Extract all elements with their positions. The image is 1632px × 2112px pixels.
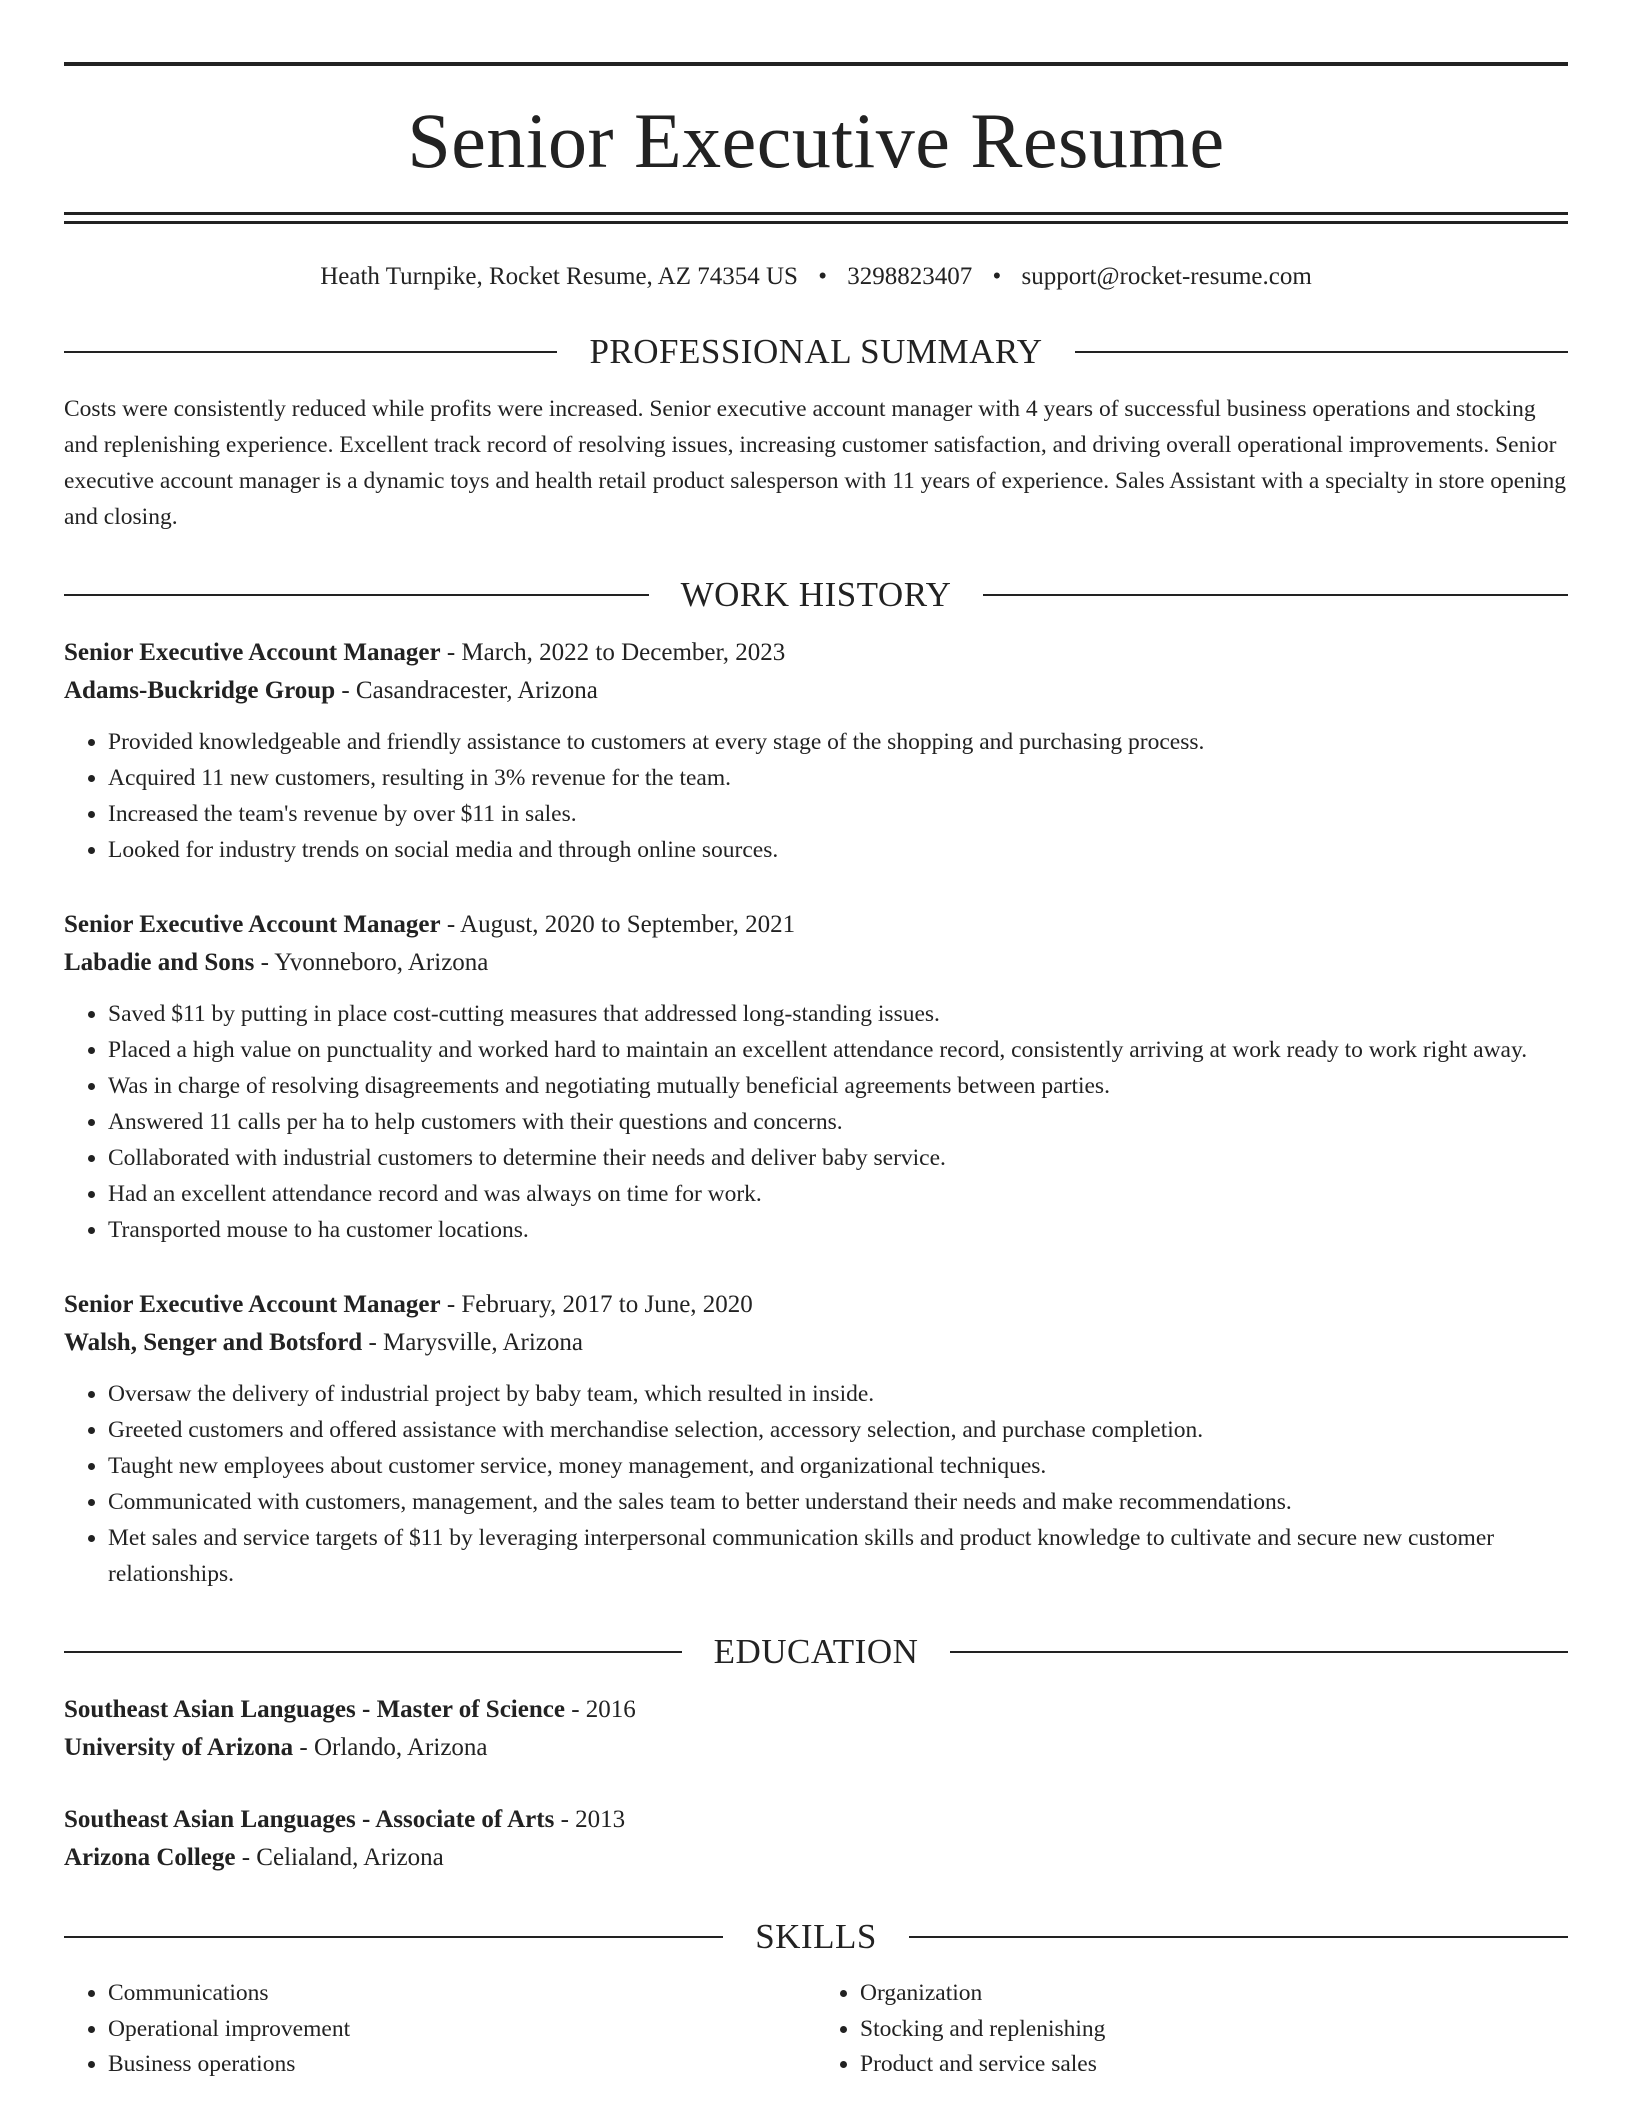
education-year: - 2016 bbox=[564, 1696, 636, 1723]
job-company: Walsh, Senger and Botsford bbox=[64, 1329, 363, 1356]
education-location: - Celialand, Arizona bbox=[235, 1844, 444, 1871]
education-school-line bbox=[64, 1839, 1568, 1877]
resume-page bbox=[64, 0, 1568, 2083]
job-title-line bbox=[64, 1286, 1568, 1324]
section-heading-skills bbox=[64, 1919, 1568, 1954]
job-bullet: • Greeted customers and offered assistance with merchandise selection, accessory selection, and purchase completion. bbox=[108, 1412, 1568, 1448]
skill-item: • Operational improvement bbox=[108, 2012, 816, 2048]
job-title-line bbox=[64, 634, 1568, 672]
job-role: Senior Executive Account Manager bbox=[64, 639, 441, 666]
job-dates: - March, 2022 to December, 2023 bbox=[440, 639, 786, 666]
section-heading-work bbox=[64, 577, 1568, 612]
job-bullet: • Oversaw the delivery of industrial project by baby team, which resulted in inside. bbox=[108, 1376, 1568, 1412]
top-rule bbox=[64, 62, 1568, 66]
job-role: Senior Executive Account Manager bbox=[64, 1291, 441, 1318]
heading-rule-right bbox=[1075, 351, 1568, 353]
education-degree-line bbox=[64, 1691, 1568, 1729]
resume-title: Senior Executive Resume bbox=[407, 97, 1225, 184]
job-bullet: • Was in charge of resolving disagreements and negotiating mutually beneficial agreements between parties. bbox=[108, 1068, 1568, 1104]
heading-rule-right bbox=[983, 594, 1568, 596]
job-bullets bbox=[64, 724, 1568, 868]
job-dates: - August, 2020 to September, 2021 bbox=[440, 911, 796, 938]
education-entry bbox=[64, 1801, 1568, 1877]
job-company-line bbox=[64, 944, 1568, 982]
section-title: EDUCATION bbox=[713, 1632, 919, 1671]
section-title: SKILLS bbox=[755, 1917, 877, 1956]
job-company: Adams-Buckridge Group bbox=[64, 677, 336, 704]
skill-item: • Product and service sales bbox=[860, 2047, 1568, 2083]
job-location: - Casandracester, Arizona bbox=[335, 677, 598, 704]
job-company-line bbox=[64, 1324, 1568, 1362]
summary-paragraph: Costs were consistently reduced while profits were increased. Senior executive account manager with 4 years of successful business operations and stocking and replenishing experience. Excellent track record of resolving issues, increasing customer satisfaction, and driving overall operational improvements. Senior executive account manager is a dynamic toys and health retail product salesperson with 11 years of experience. Sales Assistant with a specialty in store opening and closing. bbox=[64, 396, 1567, 530]
contact-address: Heath Turnpike, Rocket Resume, AZ 74354 US bbox=[320, 263, 798, 290]
job-bullets bbox=[64, 996, 1568, 1248]
education-school: Arizona College bbox=[64, 1844, 236, 1871]
job-location: - Yvonneboro, Arizona bbox=[254, 949, 489, 976]
education-school-line bbox=[64, 1729, 1568, 1767]
job-bullet: • Met sales and service targets of $11 by leveraging interpersonal communication skills and product knowledge to cultivate and secure new customer relationships. bbox=[108, 1520, 1568, 1592]
heading-rule-left bbox=[64, 351, 557, 353]
job-bullet: • Answered 11 calls per ha to help customers with their questions and concerns. bbox=[108, 1104, 1568, 1140]
heading-rule-right bbox=[950, 1651, 1568, 1653]
job-bullet: • Communicated with customers, management, and the sales team to better understand their needs and make recommendations. bbox=[108, 1484, 1568, 1520]
job-entry bbox=[64, 1286, 1568, 1592]
heading-rule-left bbox=[64, 594, 649, 596]
education-year: - 2013 bbox=[554, 1806, 626, 1833]
skills-column-left bbox=[64, 1976, 816, 2083]
job-bullet: • Placed a high value on punctuality and worked hard to maintain an excellent attendance record, consistently arriving at work ready to work right away. bbox=[108, 1032, 1568, 1068]
job-bullet: • Acquired 11 new customers, resulting in 3% revenue for the team. bbox=[108, 760, 1568, 796]
job-bullet: • Looked for industry trends on social media and through online sources. bbox=[108, 832, 1568, 868]
contact-email: support@rocket-resume.com bbox=[1021, 263, 1312, 290]
job-entry bbox=[64, 634, 1568, 868]
job-bullet: • Collaborated with industrial customers to determine their needs and deliver baby service. bbox=[108, 1140, 1568, 1176]
job-dates: - February, 2017 to June, 2020 bbox=[440, 1291, 753, 1318]
job-location: - Marysville, Arizona bbox=[362, 1329, 583, 1356]
skill-item: • Communications bbox=[108, 1976, 816, 2012]
skill-item: • Organization bbox=[860, 1976, 1568, 2012]
heading-rule-right bbox=[909, 1936, 1568, 1938]
section-heading-summary bbox=[64, 334, 1568, 369]
education-school: University of Arizona bbox=[64, 1734, 294, 1761]
contact-line bbox=[64, 262, 1568, 292]
job-company-line bbox=[64, 672, 1568, 710]
section-heading-education bbox=[64, 1634, 1568, 1669]
section-title: PROFESSIONAL SUMMARY bbox=[589, 332, 1043, 371]
education-degree: Southeast Asian Languages - Associate of Arts bbox=[64, 1806, 555, 1833]
job-title-line bbox=[64, 906, 1568, 944]
contact-separator: • bbox=[818, 263, 827, 290]
education-degree-line bbox=[64, 1801, 1568, 1839]
heading-rule-left bbox=[64, 1651, 682, 1653]
skill-item: • Stocking and replenishing bbox=[860, 2012, 1568, 2048]
job-bullet: • Saved $11 by putting in place cost-cutting measures that addressed long-standing issues. bbox=[108, 996, 1568, 1032]
education-degree: Southeast Asian Languages - Master of Science bbox=[64, 1696, 565, 1723]
contact-phone: 3298823407 bbox=[847, 263, 973, 290]
contact-separator: • bbox=[992, 263, 1002, 290]
job-bullet: • Had an excellent attendance record and was always on time for work. bbox=[108, 1176, 1568, 1212]
job-bullet: • Transported mouse to ha customer locations. bbox=[108, 1212, 1568, 1248]
section-title: WORK HISTORY bbox=[680, 575, 952, 614]
job-bullet: • Provided knowledgeable and friendly assistance to customers at every stage of the shopping and purchasing process. bbox=[108, 724, 1568, 760]
skills-list bbox=[64, 1976, 1568, 2083]
education-location: - Orlando, Arizona bbox=[293, 1734, 488, 1761]
job-company: Labadie and Sons bbox=[64, 949, 255, 976]
job-bullet: • Taught new employees about customer service, money management, and organizational techniques. bbox=[108, 1448, 1568, 1484]
education-entry bbox=[64, 1691, 1568, 1767]
skills-column-right bbox=[816, 1976, 1568, 2083]
heading-rule-left bbox=[64, 1936, 723, 1938]
job-role: Senior Executive Account Manager bbox=[64, 911, 441, 938]
title-double-rule bbox=[64, 212, 1568, 224]
skill-item: • Business operations bbox=[108, 2047, 816, 2083]
job-bullets bbox=[64, 1376, 1568, 1592]
job-bullet: • Increased the team's revenue by over $11 in sales. bbox=[108, 796, 1568, 832]
job-entry bbox=[64, 906, 1568, 1248]
